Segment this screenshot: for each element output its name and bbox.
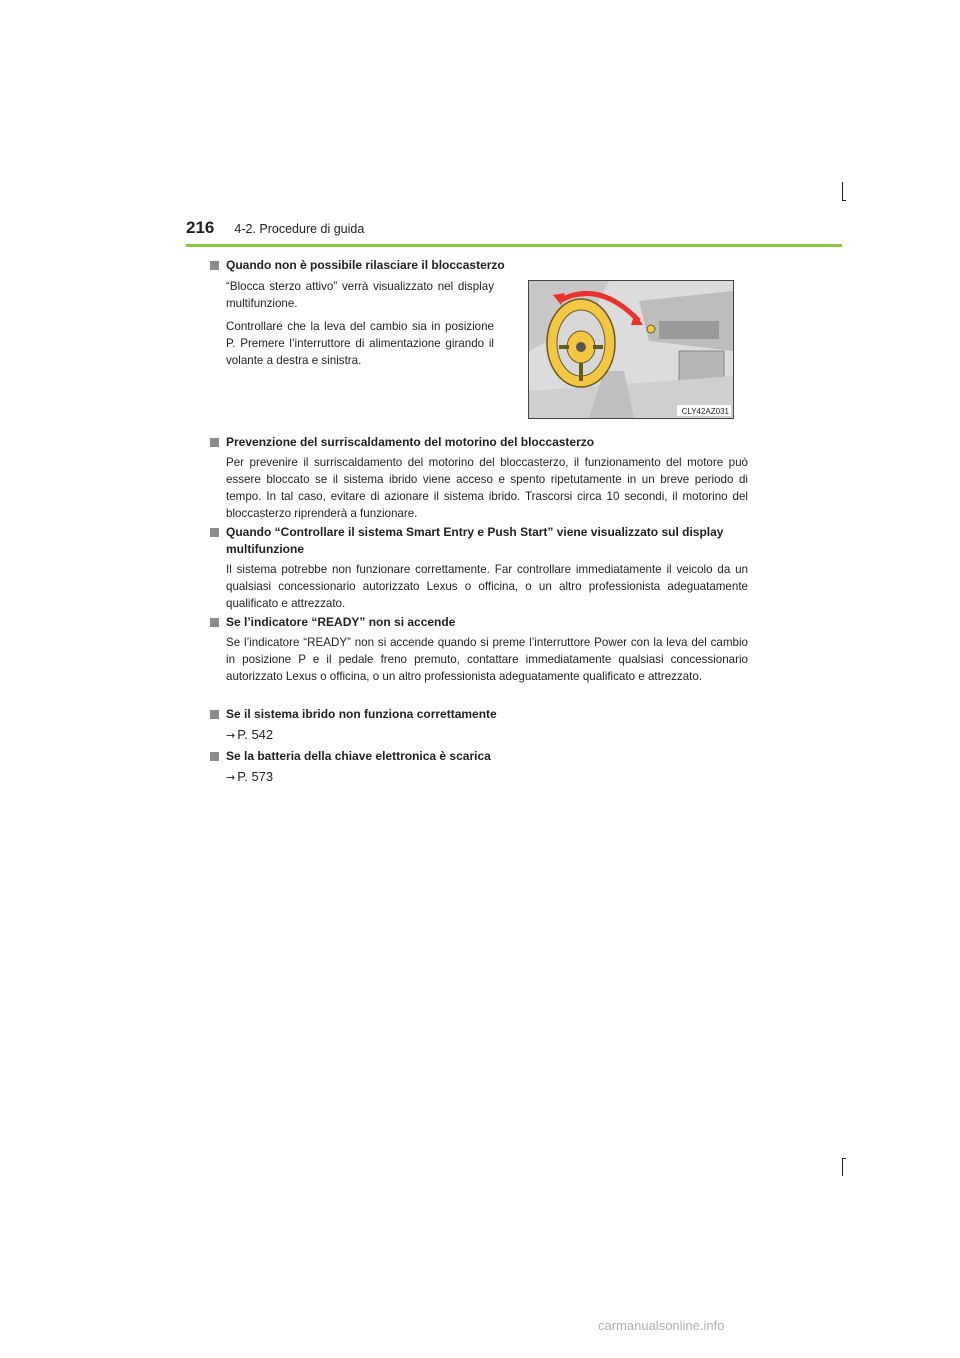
page-reference[interactable] — [210, 726, 748, 744]
bullet-square-icon — [210, 438, 219, 447]
section-lock — [210, 257, 748, 274]
crop-mark-top-right — [842, 182, 843, 200]
bullet-square-icon — [210, 752, 219, 761]
crop-mark-top-right-foot — [842, 200, 846, 201]
paragraph: Se l’indicatore “READY” non si accende quando si preme l’interruttore Power con la leva del cambio in posizione P e il pedale freno premuto, contattare immediatamente qualsiasi concessionario autorizzato Lexus o officina, o un altro professionista adeguatamente qualificato e attrezzato. — [226, 636, 748, 683]
heading-text: Quando “Controllare il sistema Smart Entry e Push Start” viene visualizzato sul display multifunzione — [226, 525, 724, 556]
paragraph: Controllare che la leva del cambio sia in posizione P. Premere l’interruttore di alimentazione girando il volante a destra e sinistra. — [226, 320, 494, 367]
page-number: 216 — [186, 218, 215, 237]
arrow-right-icon: → — [226, 729, 236, 742]
section-heading — [210, 748, 748, 765]
page-header — [186, 218, 364, 238]
section-title: 4-2. Procedure di guida — [234, 222, 365, 236]
heading-text: Prevenzione del surriscaldamento del motorino del bloccasterzo — [226, 435, 595, 449]
section-lock-body — [226, 278, 494, 369]
section-heading — [210, 257, 748, 274]
arrow-right-icon: → — [226, 771, 236, 784]
bullet-square-icon — [210, 261, 219, 270]
section-heading — [210, 524, 748, 558]
page-reference[interactable] — [210, 768, 748, 786]
section-ready — [210, 614, 748, 685]
header-rule — [186, 244, 842, 247]
heading-text: Quando non è possibile rilasciare il bloccasterzo — [226, 258, 505, 272]
section-overheat — [210, 434, 748, 522]
paragraph: Per prevenire il surriscaldamento del motorino del bloccasterzo, il funzionamento del motore può essere bloccato se il sistema ibrido viene acceso e spento ripetutamente in un breve periodo di tempo. In tal caso, evitare di azionare il sistema ibrido. Trascorsi circa 10 secondi, il motorino del bloccasterzo riprenderà a funzionare. — [226, 456, 748, 520]
heading-text: Se la batteria della chiave elettronica è scarica — [226, 749, 491, 763]
figure-code: CLY42AZ031 — [681, 407, 729, 416]
bullet-square-icon — [210, 710, 219, 719]
crop-mark-bottom-right — [842, 1158, 843, 1176]
reference-text: P. 542 — [237, 727, 274, 742]
heading-text: Se l’indicatore “READY” non si accende — [226, 615, 456, 629]
bullet-square-icon — [210, 528, 219, 537]
heading-text: Se il sistema ibrido non funziona correttamente — [226, 707, 497, 721]
section-battery — [210, 748, 748, 786]
reference-text: P. 573 — [237, 769, 274, 784]
section-hybrid — [210, 706, 748, 744]
paragraph: “Blocca sterzo attivo” verrà visualizzato nel display multifunzione. — [226, 280, 494, 310]
section-heading — [210, 434, 748, 451]
section-heading — [210, 614, 748, 631]
steering-wheel-drawing — [529, 281, 733, 418]
watermark: carmanualsonline.info — [598, 1318, 725, 1333]
steering-wheel-illustration — [528, 280, 734, 419]
section-smart-entry — [210, 524, 748, 612]
paragraph: Il sistema potrebbe non funzionare correttamente. Far controllare immediatamente il veicolo da un qualsiasi concessionario autorizzato Lexus o officina, o un altro professionista adeguatamente qualificato e attrezzato. — [226, 563, 748, 610]
section-heading — [210, 706, 748, 723]
crop-mark-bottom-right-foot — [842, 1158, 846, 1159]
bullet-square-icon — [210, 618, 219, 627]
